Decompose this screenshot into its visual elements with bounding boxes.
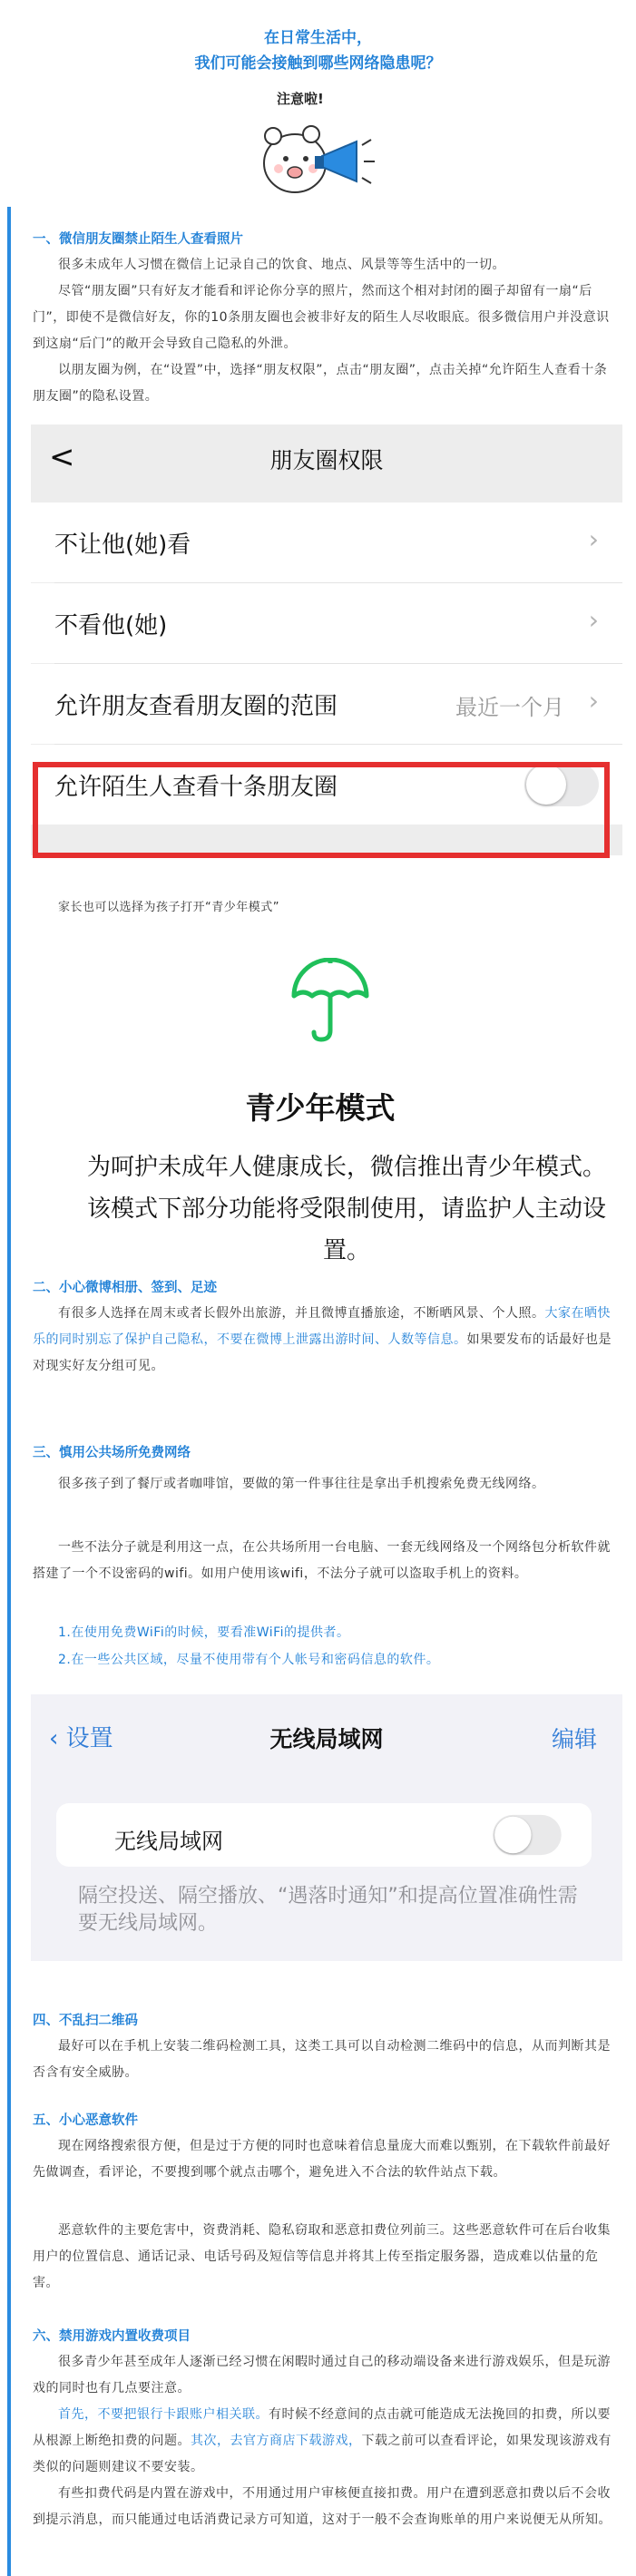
row-visible-range[interactable] — [31, 664, 622, 744]
section6-para3: 有些扣费代码是内置在游戏中，不用通过用户审核便直接扣费。用户在遭到恶意扣费以后不会收到提示消息，而只能通过电话消费记录方可知道，这对于一般不会查询账单的用户来说便无从所知。 — [33, 2486, 612, 2527]
highlight-text: 首先，不要把银行卡跟账户相关联。 — [58, 2407, 269, 2422]
chevron-right-icon: › — [588, 686, 599, 716]
article-content — [7, 207, 626, 2576]
wechat-page-title: 朋友圈权限 — [269, 447, 384, 473]
section3-title: 三、慎用公共场所免费网络 — [33, 1446, 191, 1460]
row-label: 不让他(她)看 — [54, 532, 191, 559]
section1-para1: 很多未成年人习惯在微信上记录自己的饮食、地点、风景等等生活中的一切。 — [58, 258, 505, 272]
back-chevron-icon[interactable]: < — [49, 439, 75, 475]
chevron-right-icon: › — [588, 524, 599, 554]
section5-para1: 现在网络搜索很方便，但是过于方便的同时也意味着信息量庞大而难以甄别，在下载软件前最好先做调查，看评论，不要搜到哪个就点击哪个，避免进入不合法的软件站点下载。 — [33, 2139, 611, 2180]
wifi-settings-screenshot — [31, 1694, 622, 1961]
section3-tip1: 1.在使用免费WiFi的时候，要看准WiFi的提供者。 — [58, 1625, 350, 1640]
section1-para3: 以朋友圈为例，在“设置”中，选择“朋友权限”，点击“朋友圈”，点击关掉“允许陌生人查看十条朋友圈”的隐私设置。 — [33, 363, 608, 404]
wifi-toggle[interactable] — [493, 1815, 561, 1855]
back-label: 设置 — [65, 1725, 113, 1752]
teen-mode-title: 青少年模式 — [245, 1090, 396, 1126]
section2-para1 — [33, 1301, 613, 1380]
highlight-text: 其次，去官方商店下载游戏， — [191, 2434, 362, 2448]
wifi-toggle-row — [56, 1803, 592, 1867]
section6-title: 六、禁用游戏内置收费项目 — [33, 2329, 191, 2344]
text: 下载之前可以查看评论，如果发现该游戏有类似的问题则建议不要安装。 — [33, 2434, 612, 2474]
section4-title: 四、不乱扫二维码 — [33, 2014, 138, 2028]
teen-mode-intro: 家长也可以选择为孩子打开“青少年模式” — [58, 901, 279, 914]
text: 有时候不经意间的点击就可能造成无法挽回的扣费，所以要从根源上断绝扣费的问题。 — [33, 2407, 611, 2448]
row-value: 最近一个月 — [455, 695, 564, 720]
wechat-nav-bar — [31, 424, 622, 492]
toggle-knob — [494, 1817, 531, 1853]
section2-title: 二、小心微博相册、签到、足迹 — [33, 1281, 217, 1295]
row-label: 允许朋友查看朋友圈的范围 — [54, 693, 338, 720]
bear-megaphone-illustration — [259, 109, 377, 200]
row-hide-their-moments[interactable] — [31, 583, 622, 663]
row-label: 允许陌生人查看十条朋友圈 — [54, 774, 338, 801]
highlight-red-box — [33, 762, 610, 858]
wifi-label: 无线局域网 — [114, 1829, 223, 1854]
section3-para2: 一些不法分子就是利用这一点，在公共场所用一台电脑、一套无线网络及一个网络包分析软件就搭建了一个不设密码的wifi。如用户使用该wifi，不法分子就可以盗取手机上的资料。 — [33, 1540, 611, 1581]
back-to-settings[interactable]: ‹ 设置 — [49, 1725, 113, 1752]
section1-para2: 尽管“朋友圈”只有好友才能看和评论你分享的照片，然而这个相对封闭的圈子却留有一扇“后门”，即使不是微信好友，你的10条朋友圈也会被非好友的陌生人尽收眼底。很多微信用户并没意识到这扇“后门”的敞开会导致自己隐私的外泄。 — [33, 284, 610, 351]
teen-mode-description: 为呵护未成年人健康成长，微信推出青少年模式。该模式下部分功能将受限制使用，请监护人主动设置。 — [86, 1154, 606, 1264]
section1-title: 一、微信朋友圈禁止陌生人查看照片 — [33, 232, 243, 247]
section5-para2: 恶意软件的主要危害中，资费消耗、隐私窃取和恶意扣费位列前三。这些恶意软件可在后台收集用户的位置信息、通话记录、电话号码及短信等信息并将其上传至指定服务器，造成难以估量的危害。 — [33, 2223, 611, 2290]
text: 如果要发布的话最好也是对现实好友分组可见。 — [33, 1332, 612, 1373]
section5-title: 五、小心恶意软件 — [33, 2113, 138, 2128]
section3-tip2: 2.在一些公共区域，尽量不使用带有个人帐号和密码信息的软件。 — [58, 1653, 440, 1667]
wifi-page-title: 无线局域网 — [269, 1726, 384, 1752]
caption-attention: 注意啦! — [277, 91, 324, 107]
wifi-footnote: 隔空投送、隔空播放、“遇落时通知”和提高位置准确性需要无线局域网。 — [78, 1885, 578, 1935]
chevron-right-icon: › — [588, 605, 599, 635]
section6-para2 — [33, 2402, 613, 2481]
text: 有很多人选择在周末或者长假外出旅游，并且微博直播旅途，不断晒风景、个人照。 — [58, 1306, 545, 1321]
intro-question-line2: 我们可能会接触到哪些网络隐患呢？ — [194, 54, 442, 73]
section4-para1: 最好可以在手机上安装二维码检测工具，这类工具可以自动检测二维码中的信息，从而判断其是否含有安全威胁。 — [33, 2039, 611, 2080]
edit-button[interactable]: 编辑 — [551, 1726, 597, 1752]
section3-para1: 很多孩子到了餐厅或者咖啡馆，要做的第一件事往往是拿出手机搜索免费无线网络。 — [58, 1477, 545, 1491]
row-label: 不看他(她) — [54, 612, 168, 639]
intro-question-line1: 在日常生活中， — [264, 29, 372, 47]
section6-para1: 很多青少年甚至成年人逐渐已经习惯在闲暇时通过自己的移动端设备来进行游戏娱乐，但是玩游戏的同时也有几点要注意。 — [33, 2355, 611, 2395]
highlight-text: 大家在晒快乐的同时别忘了保护自己隐私，不要在微博上泄露出游时间、人数等信息。 — [33, 1306, 611, 1347]
row-hide-my-moments[interactable] — [31, 503, 622, 582]
umbrella-icon — [289, 958, 372, 1045]
